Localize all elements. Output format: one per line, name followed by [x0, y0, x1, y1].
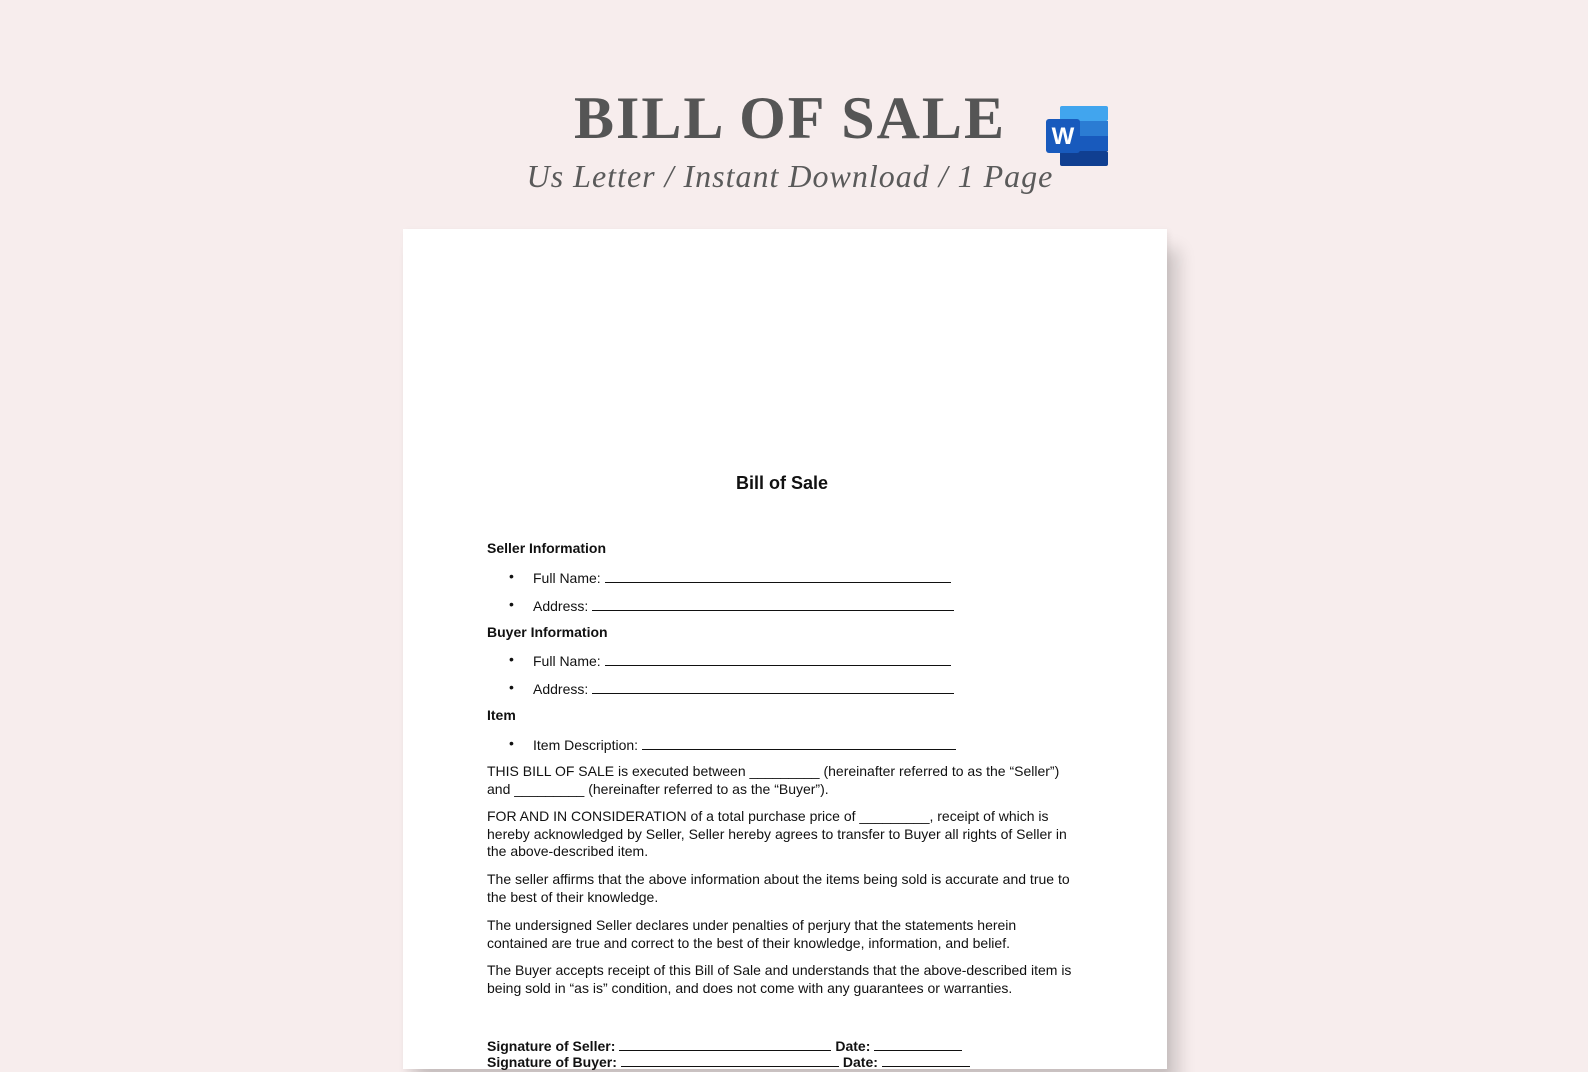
- seller-address-field[interactable]: [533, 596, 954, 616]
- paragraph-consideration: FOR AND IN CONSIDERATION of a total purchase price of _________, receipt of which is hereby acknowledged by Seller, Seller hereby agrees to transfer to Buyer all rights of Seller in the above-described item.: [487, 808, 1067, 859]
- buyer-full-name-blank[interactable]: [605, 651, 951, 666]
- buyer-full-name-label: Full Name:: [533, 653, 601, 669]
- item-description-blank[interactable]: [642, 735, 956, 750]
- item-description-label: Item Description:: [533, 737, 639, 753]
- buyer-date-label: Date:: [842, 1054, 878, 1070]
- seller-signature-blank[interactable]: [619, 1036, 831, 1051]
- seller-full-name-blank[interactable]: [605, 568, 951, 583]
- paragraph-as-is-condition: The Buyer accepts receipt of this Bill of Sale and understands that the above-described item is being sold in “as is” condition, and does not come with any guarantees or warranties.: [487, 962, 1072, 996]
- word-icon-letter: W: [1051, 123, 1075, 150]
- seller-heading: Seller Information: [487, 540, 607, 556]
- buyer-address-label: Address:: [533, 681, 589, 697]
- paragraph-seller-affirmation: The seller affirms that the above information about the items being sold is accurate and true to the best of their knowledge.: [487, 871, 1070, 905]
- seller-full-name-field[interactable]: [533, 568, 951, 588]
- bullet: •: [509, 735, 514, 751]
- buyer-full-name-field[interactable]: [533, 651, 951, 671]
- seller-full-name-label: Full Name:: [533, 570, 601, 586]
- paragraph-parties: THIS BILL OF SALE is executed between _________ (hereinafter referred to as the “Seller”) and _________ (hereinafter referred to as the “Buyer”).: [487, 763, 1060, 797]
- seller-address-blank[interactable]: [592, 596, 954, 611]
- buyer-address-blank[interactable]: [592, 679, 954, 694]
- buyer-heading: Buyer Information: [487, 624, 608, 640]
- buyer-signature-blank[interactable]: [621, 1052, 839, 1067]
- banner-subtitle: Us Letter / Instant Download / 1 Page: [526, 158, 1054, 194]
- seller-date-label: Date:: [835, 1038, 871, 1054]
- paragraph-perjury-declaration: The undersigned Seller declares under penalties of perjury that the statements herein contained are true and correct to the best of their knowledge, information, and belief.: [487, 917, 1017, 951]
- banner-title: BILL OF SALE: [574, 85, 1006, 151]
- bullet: •: [509, 568, 514, 584]
- buyer-date-blank[interactable]: [882, 1052, 970, 1067]
- seller-date-blank[interactable]: [874, 1036, 962, 1051]
- buyer-address-field[interactable]: [533, 679, 954, 699]
- bullet: •: [509, 679, 514, 695]
- item-heading: Item: [487, 707, 516, 723]
- bullet: •: [509, 651, 514, 667]
- seller-address-label: Address:: [533, 598, 589, 614]
- microsoft-word-icon: [1046, 106, 1110, 166]
- buyer-signature-row: [487, 1052, 974, 1072]
- bullet: •: [509, 596, 514, 612]
- item-description-field[interactable]: [533, 735, 956, 755]
- document-page: [403, 229, 1167, 1069]
- seller-signature-label: Signature of Seller:: [487, 1038, 616, 1054]
- document-title: Bill of Sale: [735, 473, 829, 493]
- buyer-signature-label: Signature of Buyer:: [487, 1054, 617, 1070]
